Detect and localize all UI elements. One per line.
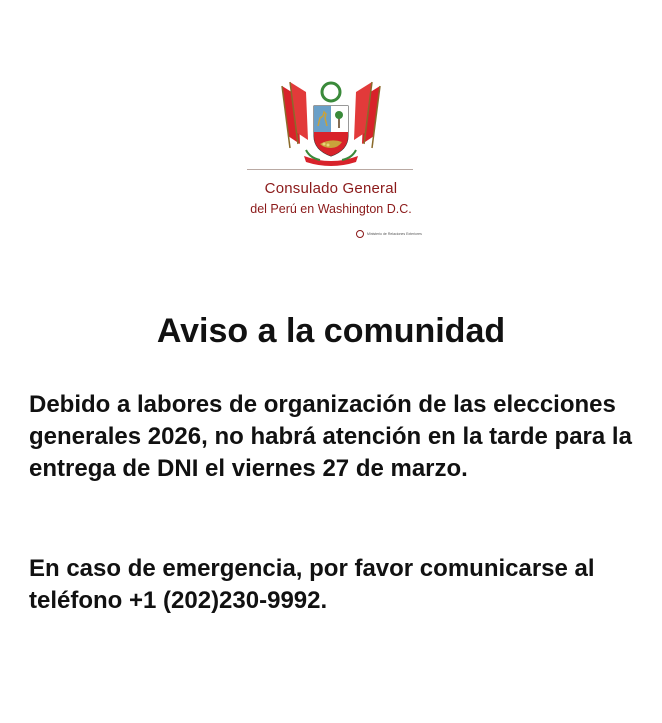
ministry-footer — [356, 229, 422, 239]
consulate-logo — [0, 70, 662, 245]
notice-title: Aviso a la comunidad — [156, 312, 506, 350]
ministry-seal-icon — [356, 230, 364, 238]
consulate-name-line1: Consulado General — [264, 180, 398, 197]
notice-paragraph-1: Debido a labores de organización de las elecciones generales 2026, no habrá atención en la tarde para la entrega de DNI el viernes 27 de marzo. — [29, 391, 632, 482]
consulate-name-line2: del Perú en Washington D.C. — [250, 202, 412, 216]
notice-paragraph-2: En caso de emergencia, por favor comunicarse al teléfono +1 (202)230-9992. — [29, 555, 595, 614]
logo-divider — [247, 169, 413, 170]
peru-coat-of-arms-icon — [276, 74, 386, 170]
ministry-label: Ministerio de Relaciones Exteriores — [367, 232, 422, 236]
